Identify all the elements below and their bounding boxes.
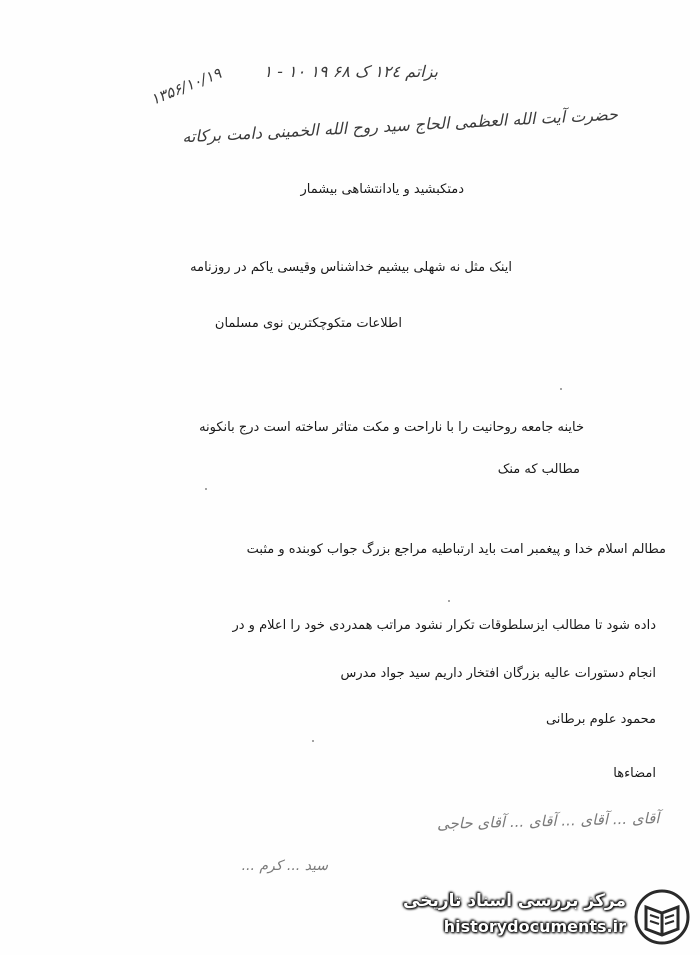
book-emblem-icon — [634, 889, 690, 945]
signatures-heading: امضاءها — [613, 766, 656, 781]
scan-speck — [312, 740, 314, 742]
scan-speck — [205, 488, 207, 490]
signatures-row: آقای ... آقای ... آقای ... آقای حاجی — [437, 809, 661, 833]
scan-speck — [560, 388, 562, 390]
body-line-6: داده شود تا مطالب ایزسلطوقات تکرار نشود مراتب همدردی خود را اعلام و در — [232, 618, 656, 633]
body-line-7: انجام دستورات عالیه بزرگان افتخار داریم سید جواد مدرس — [340, 666, 656, 681]
body-line-5: مطالم اسلام خدا و پیغمبر امت باید ارتباطیه مراجع بزرگ جواب کوبنده و مثبت — [246, 542, 666, 557]
watermark-title: مرکز بررسی اسناد تاریخی — [403, 891, 626, 911]
sender-name: محمود علوم برطانی — [545, 712, 656, 727]
address-line: حضرت آیت الله العظمی الحاج سید روح الله الخمینی دامت برکاته — [181, 104, 619, 147]
body-line-3: خاینه جامعه روحانیت را با ناراحت و مکت متاثر ساخته است درج بانکونه — [199, 420, 584, 435]
watermark — [400, 887, 690, 947]
signatures-row-2: سید ... کرم ... — [241, 858, 328, 874]
date-annotation: ۱۳۵۶/۱۰/۱۹ — [148, 64, 224, 109]
reference-line: بزاتم ۱۲٤ ک ۶۸ ۱۹ ۱۰ - ۱ — [263, 62, 438, 81]
body-line-1: اینک مثل نه شهلی بیشیم خداشناس وقیسی یاکم در روزنامه — [190, 260, 512, 275]
greeting-line: دمتکبشید و یادانتشاهی بیشمار — [300, 182, 464, 197]
body-line-4: مطالب که منک — [497, 462, 580, 477]
watermark-url[interactable]: historydocuments.ir — [443, 917, 626, 936]
body-line-2: اطلاعات متکوچکترین نوی مسلمان — [214, 316, 402, 331]
scan-speck — [448, 600, 450, 602]
